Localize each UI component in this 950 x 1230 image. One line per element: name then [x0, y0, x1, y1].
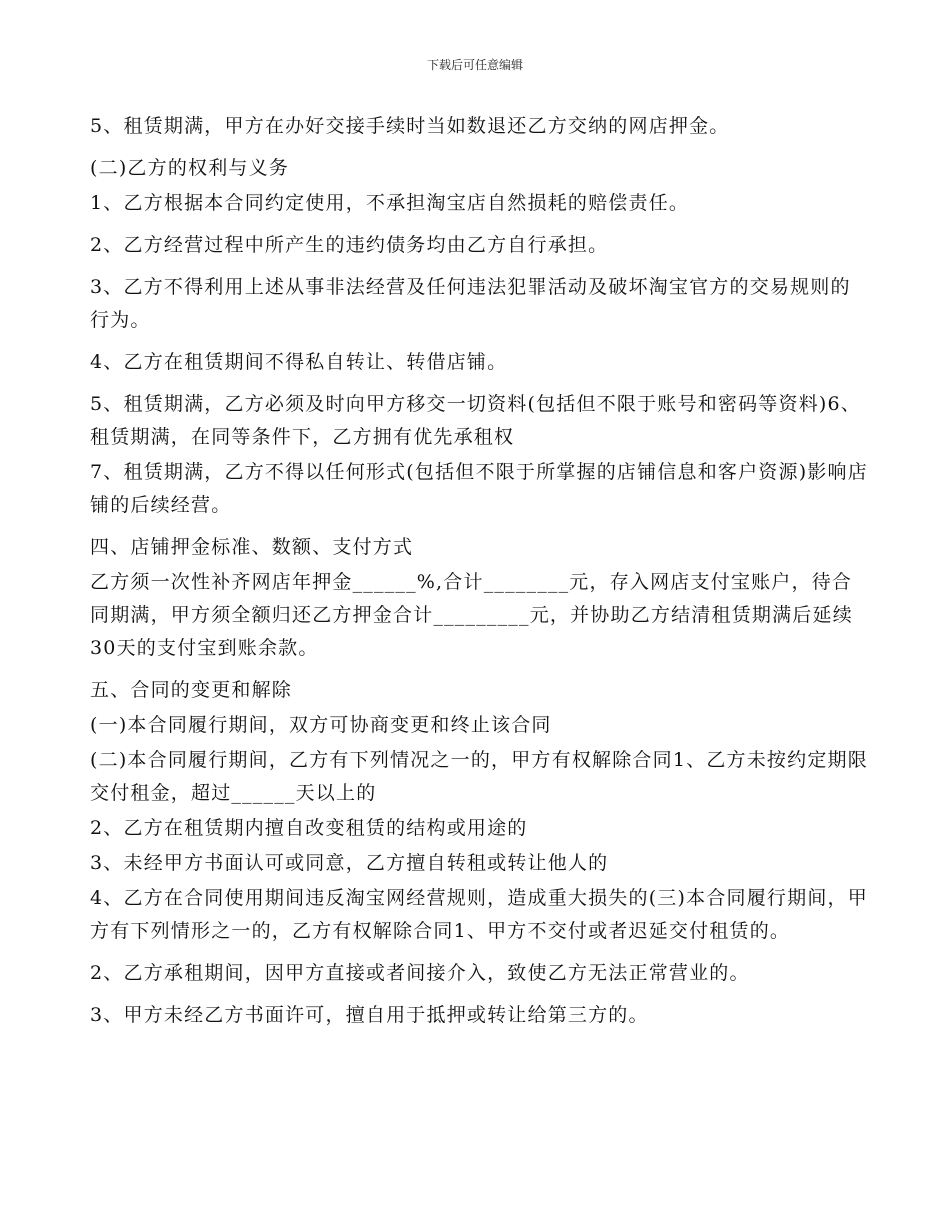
paragraph: (一)本合同履行期间，双方可协商变更和终止该合同: [90, 714, 552, 736]
paragraph: 5、租赁期满，甲方在办好交接手续时当如数退还乙方交纳的网店押金。: [90, 115, 730, 137]
paragraph: 2、乙方在租赁期内擅自改变租赁的结构或用途的: [90, 817, 528, 839]
paragraph: 乙方须一次性补齐网店年押金______%,合计________元，存入网店支付宝账户，待合同期满，甲方须全额归还乙方押金合计_________元，并协助乙方结清租赁期满后延续30天的支付宝到账余款。: [90, 571, 853, 659]
section-heading: (二)乙方的权利与义务: [90, 157, 290, 179]
paragraph: 5、租赁期满，乙方必须及时向甲方移交一切资料(包括但不限于账号和密码等资料)6、租赁期满，在同等条件下，乙方拥有优先承租权: [90, 393, 862, 448]
paragraph: 2、乙方经营过程中所产生的违约债务均由乙方自行承担。: [90, 234, 609, 256]
paragraph: 1、乙方根据本合同约定使用，不承担淘宝店自然损耗的赔偿责任。: [90, 192, 690, 214]
paragraph: 2、乙方承租期间，因甲方直接或者间接介入，致使乙方无法正常营业的。: [90, 962, 750, 984]
section-heading: 四、店铺押金标准、数额、支付方式: [90, 536, 414, 558]
page-header: 下载后可任意编辑: [426, 58, 523, 72]
paragraph: 3、甲方未经乙方书面许可，擅自用于抵押或转让给第三方的。: [90, 1004, 649, 1026]
paragraph: 3、未经甲方书面认可或同意，乙方擅自转租或转让他人的: [90, 852, 609, 874]
document-body: [90, 110, 870, 1032]
paragraph: 3、乙方不得利用上述从事非法经营及任何违法犯罪活动及破坏淘宝官方的交易规则的行为。: [90, 276, 851, 331]
paragraph: 4、乙方在合同使用期间违反淘宝网经营规则，造成重大损失的(三)本合同履行期间，甲方有下列情形之一的，乙方有权解除合同1、甲方不交付或者迟延交付租赁的。: [90, 887, 868, 942]
paragraph: 7、租赁期满，乙方不得以任何形式(包括但不限于所掌握的店铺信息和客户资源)影响店铺的后续经营。: [90, 461, 868, 516]
paragraph: (二)本合同履行期间，乙方有下列情况之一的，甲方有权解除合同1、乙方未按约定期限交付租金，超过______天以上的: [90, 749, 868, 804]
paragraph: 4、乙方在租赁期间不得私自转让、转借店铺。: [90, 351, 508, 373]
section-heading: 五、合同的变更和解除: [90, 679, 293, 701]
